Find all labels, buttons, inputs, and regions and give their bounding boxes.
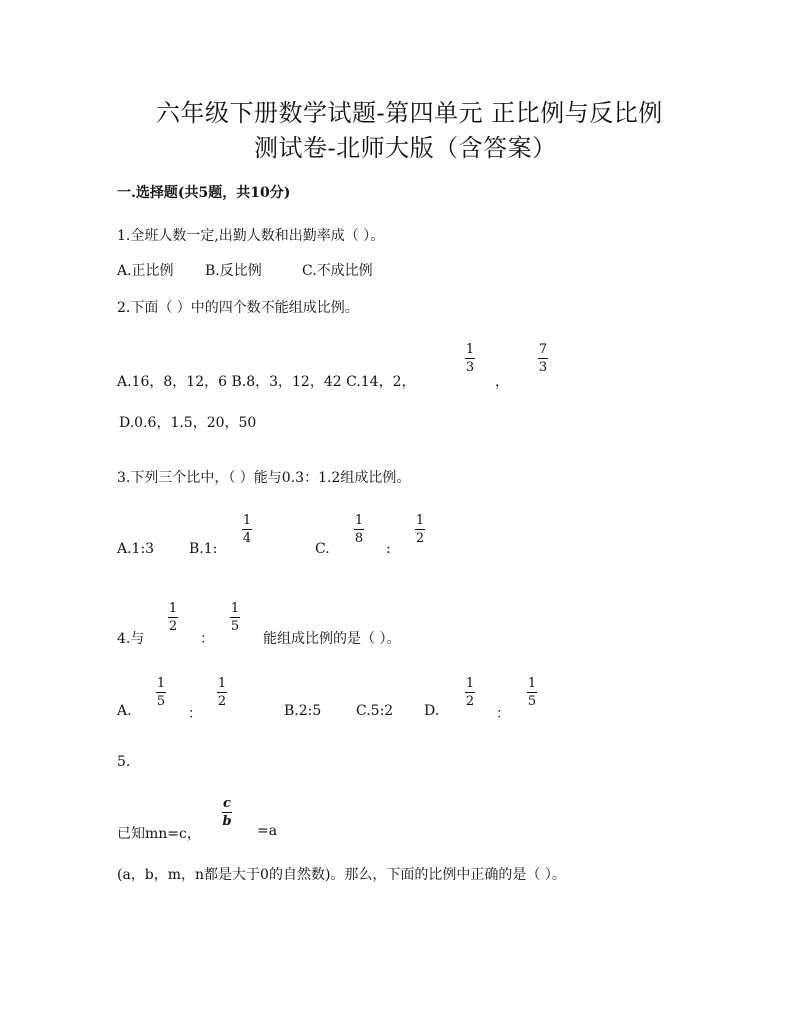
question-1-stem: 1.全班人数一定,出勤人数和出勤率成（ ）。: [117, 228, 385, 244]
question-3-fraction-2: [354, 513, 364, 546]
question-4-fraction-1: [168, 601, 178, 634]
question-5-condition: (a，b，m，n都是大于0的自然数)。那么，下面的比例中正确的是（ ）。: [117, 867, 566, 883]
question-4-suffix: 能组成比例的是（ ）。: [263, 631, 401, 647]
question-3-option-a: A.1:3: [117, 541, 155, 557]
question-4-option-a: A.: [117, 703, 132, 719]
question-4-option-d-colon: ：: [496, 706, 510, 722]
question-1-option-b: B.反比例: [205, 263, 262, 279]
fraction-numerator: 1: [527, 676, 537, 691]
question-4-option-b: B.2:5: [284, 703, 322, 719]
question-5-equals: =a: [257, 823, 278, 839]
fraction-numerator: 1: [156, 676, 166, 691]
question-4-option-a-fraction-2: [217, 676, 227, 709]
question-4-colon: ：: [200, 631, 214, 647]
question-3-option-b: B.1:: [189, 541, 218, 557]
fraction-denominator: 4: [242, 531, 252, 546]
question-4-option-d: D.: [424, 703, 440, 719]
fraction-numerator: 1: [217, 676, 227, 691]
fraction-numerator: 7: [538, 342, 548, 357]
question-3-fraction-1: [242, 513, 252, 546]
fraction-numerator: 1: [415, 513, 425, 528]
page-title-line2: 测试卷-北师大版（含答案）: [254, 134, 557, 162]
fraction-numerator: 1: [230, 601, 240, 616]
fraction-denominator: 2: [415, 531, 425, 546]
fraction-denominator: 2: [465, 694, 475, 709]
fraction-numerator: 1: [168, 601, 178, 616]
question-5-known: 已知mn=c，: [117, 826, 201, 842]
question-3-fraction-3: [415, 513, 425, 546]
section-heading: 一.选择题(共5题，共10分): [117, 185, 291, 201]
question-4-option-c: C.5:2: [356, 703, 394, 719]
fraction-denominator: 5: [156, 694, 166, 709]
question-3-stem: 3.下列三个比中，（ ）能与0.3：1.2组成比例。: [117, 470, 411, 486]
question-2-fraction-2: [538, 342, 548, 375]
fraction-denominator: 8: [354, 531, 364, 546]
fraction-numerator: 1: [465, 342, 475, 357]
question-1-option-a: A.正比例: [117, 263, 174, 279]
page-title-line1: 六年级下册数学试题-第四单元 正比例与反比例: [156, 99, 663, 127]
fraction-numerator: 1: [465, 676, 475, 691]
question-2-stem: 2.下面（ ）中的四个数不能组成比例。: [117, 300, 359, 316]
question-4-option-d-fraction-2: [527, 676, 537, 709]
question-2-fraction-1: [465, 342, 475, 375]
question-4-option-a-fraction-1: [156, 676, 166, 709]
question-4-prefix: 4.与: [117, 631, 145, 647]
fraction-denominator: 5: [230, 619, 240, 634]
question-2-option-d: D.0.6，1.5，20，50: [119, 415, 257, 431]
fraction-numerator: 1: [242, 513, 252, 528]
fraction-numerator: c: [223, 796, 231, 811]
question-5-number: 5.: [117, 754, 131, 770]
fraction-denominator: 5: [527, 694, 537, 709]
fraction-denominator: 2: [168, 619, 178, 634]
fraction-numerator: 1: [354, 513, 364, 528]
fraction-denominator: 2: [217, 694, 227, 709]
fraction-denominator: b: [222, 814, 232, 829]
question-2-options-abc: A.16，8，12，6 B.8，3，12，42 C.14，2，: [117, 374, 416, 390]
question-1-option-c: C.不成比例: [302, 263, 373, 279]
question-4-fraction-2: [230, 601, 240, 634]
question-3-colon: :: [386, 541, 391, 557]
question-4-option-a-colon: ：: [188, 706, 202, 722]
question-3-option-c: C.: [315, 541, 330, 557]
question-5-fraction: [222, 796, 232, 829]
fraction-denominator: 3: [465, 360, 475, 375]
question-4-option-d-fraction-1: [465, 676, 475, 709]
question-2-comma: ，: [495, 374, 509, 390]
fraction-denominator: 3: [538, 360, 548, 375]
